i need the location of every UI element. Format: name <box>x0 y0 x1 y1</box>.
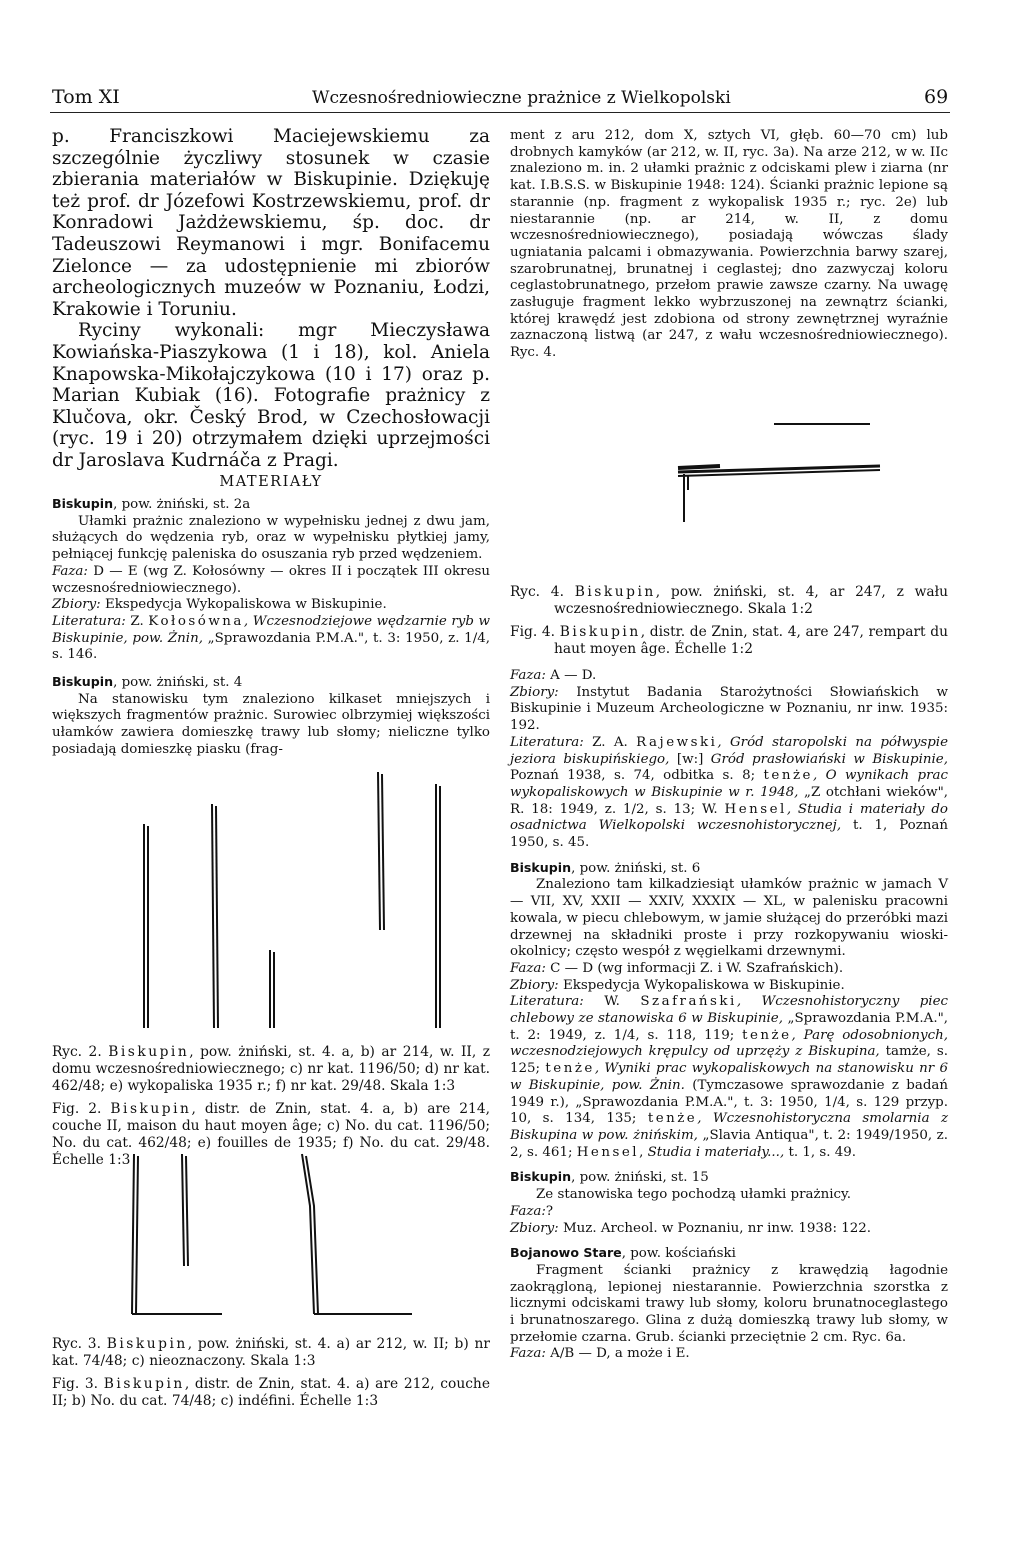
entry-faza: Faza: A — D. <box>510 668 597 683</box>
entry-zbiory: Zbiory: Ekspedycja Wykopaliskowa w Biskupinie. <box>52 597 387 613</box>
entry-place: Biskupin <box>52 674 114 690</box>
entry-place: Biskupin <box>510 1169 572 1185</box>
entry-literatura: Literatura: W. Szafrański, Wczesnohistoryczny piec chlebowy ze stanowiska 6 w Biskupinie, „Sprawozdania P.M.A.", t. 2: 1949, z. 1/4, s. 118, 119; tenże, Parę odosobnionych, wczesnodziejowych krępulcy od uprzęży z Biskupina, tamże, s. 125; tenże, Wyniki prac wykopaliskowych na stanowisku nr 6 w Biskupinie, pow. Żnin. (Tymczasowe sprawozdanie z badań 1949 r.), „Sprawozdania P.M.A.", t. 3: 1950, 1/4, s. 129 przyp. 10, s. 134, 135; tenże, Wczesnohistoryczna smolarnia z Biskupina w pow. żnińskim, „Slavia Antiqua", t. 2: 1949/1950, z. 2, s. 461; Hensel, Studia i materiały..., t. 1, s. 49. <box>510 994 949 1160</box>
entry-place: Bojanowo Stare <box>510 1245 622 1261</box>
caption-french: Fig. 3. Biskupin, distr. de Znin, stat. 4. a) are 212, couche II; b) No. du cat. 74/48; c) indéfini. Échelle 1:3 <box>52 1376 490 1409</box>
intro-paragraph-2: Ryciny wykonali: mgr Mieczysława Kowiańska-Piaszykowa (1 i 18), kol. Aniela Knapowska-Mikołajczykowa (10 i 17) oraz p. Marian Kubiak (16). Fotografie prażnicy z Klučova, okr. Český Brod, w Czechosłowacji (ryc. 19 i 20) otrzymałem dzięki uprzejmości dr Jaroslava Kudrnáča z Pragi. <box>52 320 490 471</box>
running-title: Wczesnośredniowieczne prażnice z Wielkopolski <box>312 88 731 108</box>
pottery-fragment <box>378 772 384 930</box>
entry-zbiory: Zbiory: Instytut Badania Starożytności Słowiańskich w Biskupinie i Muzeum Archeologiczne w Poznaniu, nr inw. 1935: 192. <box>510 684 948 734</box>
pottery-fragment <box>302 1154 412 1314</box>
entry-literatura: Literatura: Z. Kołosówna, Wczesnodziejowe wędzarnie ryb w Biskupinie, pow. Żnin, „Sprawozdania P.M.A.", t. 3: 1950, z. 1/4, s. 146. <box>52 613 491 663</box>
entry-location: , pow. żniński, st. 15 <box>571 1170 709 1186</box>
entry-description: Na stanowisku tym znaleziono kilkaset mniejszych i większych fragmentów prażnic. Surowiec olbrzymiej większości ułamków zawiera domieszkę trawy lub słomy; nieliczne tylko posiadają domieszkę piasku (frag- <box>52 691 490 757</box>
pottery-fragment <box>436 784 440 1028</box>
entry-description: Ze stanowiska tego pochodzą ułamki prażnicy. <box>536 1187 852 1203</box>
entry-faza: Faza: C — D (wg informacji Z. i W. Szafrańskich). <box>510 960 844 976</box>
pottery-fragment <box>212 804 218 1028</box>
pottery-fragment <box>132 1154 222 1314</box>
entry-location: , pow. żniński, st. 6 <box>571 860 701 876</box>
volume-label: Tom XI <box>52 86 120 108</box>
figure-2-drawing <box>52 770 492 1040</box>
page-number: 69 <box>924 86 949 108</box>
entry-zbiory: Zbiory: Ekspedycja Wykopaliskowa w Biskupinie. <box>510 977 845 993</box>
entry-faza: Faza: D — E (wg Z. Kołosówny — okres II i początek III okresu wczesnośredniowiecznego). <box>52 563 490 596</box>
entry-zbiory: Zbiory: Muz. Archeol. w Poznaniu, nr inw. 1938: 122. <box>510 1220 872 1236</box>
entry-place: Biskupin <box>52 496 114 511</box>
right-entries <box>510 668 948 1363</box>
entry-location: , pow. żniński, st. 2a <box>113 497 251 512</box>
entry-faza: Faza:? <box>510 1203 554 1219</box>
caption-polish: Ryc. 2. Biskupin, pow. żniński, st. 4. a, b) ar 214, w. II, z domu wczesnośredniowiecznego; c) nr kat. 1196/50; d) nr kat. 462/48; e) wykopaliska 1935 r.; f) nr kat. 29/48. Skala 1:3 <box>52 1044 490 1094</box>
entry-heading <box>510 1169 948 1187</box>
entry-literatura: Literatura: Z. A. Rajewski, Gród staropolski na półwyspie jeziora biskupińskiego, [w:] Gród prasłowiański w Biskupinie, Poznań 1938, s. 74, odbitka s. 8; tenże, O wynikach prac wykopaliskowych w Biskupinie w r. 1948, „Z otchłani wieków", R. 18: 1949, z. 1/2, s. 13; W. Hensel, Studia i materiały do osadnictwa Wielkopolski wczesnohistorycznej, t. 1, Poznań 1950, s. 45. <box>510 734 949 851</box>
pottery-fragment <box>182 1154 188 1266</box>
caption-french: Fig. 2. Biskupin, distr. de Znin, stat. 4. a, b) are 214, couche II, maison du haut moyen âge; c) No. du cat. 1196/50; No. du cat. 462/48; e) fouilles de 1935; f) No. du cat. 29/48. Échelle 1:3 <box>52 1101 490 1168</box>
pottery-fragment <box>270 950 274 1028</box>
caption-polish: Ryc. 3. Biskupin, pow. żniński, st. 4. a) ar 212, w. II; b) nr kat. 74/48; c) nieoznaczony. Skala 1:3 <box>52 1336 491 1369</box>
entry-heading <box>52 674 490 692</box>
entry-location: , pow. kościański <box>621 1246 736 1262</box>
figure-4-drawing <box>670 398 900 538</box>
entry-description: Fragment ścianki prażnicy z krawędzią łagodnie zaokrągloną, lepionej niestarannie. Powierzchnia szorstka z licznymi odciskami trawy lub słomy, koloru brunatnoceglastego i brunatnoszarego. Glina z dużą domieszką trawy lub słomy, w przełomie czarna. Grub. ścianki przeciętnie 2 cm. Ryc. 6a. <box>510 1262 948 1345</box>
continuation-paragraph: ment z aru 212, dom X, sztych VI, głęb. 60—70 cm) lub drobnych kamyków (ar 212, w. II, ryc. 3a). Na arze 212, w w. IIc znaleziono m. in. 2 ułamki prażnic z odciskami plew i ziarna (nr kat. I.B.S.S. w Biskupinie 1948: 124). Ścianki prażnic lepione są starannie (np. fragment z wykopalisk 1935 r.; ryc. 2e) lub niestarannie (np. ar 214, w. II, z domu wczesnośredniowiecznego), posiadają wówczas ślady ugniatania palcami i obmazywania. Powierzchnia barwy szarej, szarobrunatnej, brunatnej i ceglastej; dno zazwyczaj koloru ceglastobrunatnego, przełom prawie zawsze czarny. Na uwagę zasługuje fragment lekko wybrzuszonej na zewnątrz ścianki, której krawędź jest zdobiona od strony zewnętrznej wyraźnie zaznaczoną listwą (ar 247, z wału wczesnośredniowiecznego). Ryc. 4. <box>510 128 948 361</box>
entry-description: Ułamki prażnic znaleziono w wypełnisku jednej z dwu jam, służących do wędzenia ryb, oraz w wypełnisku płytkiej jamy, pełniącej funkcję paleniska do osuszania ryb przed wędzeniem. <box>52 513 490 563</box>
entry-heading <box>52 496 490 514</box>
entry-faza: Faza: A/B — D, a może i E. <box>510 1346 690 1362</box>
section-heading-materialy: MATERIAŁY <box>219 474 323 490</box>
entry-place: Biskupin <box>510 859 572 875</box>
figure-4-caption <box>510 584 948 658</box>
entry-heading <box>510 860 948 878</box>
caption-polish: Ryc. 4. Biskupin, pow. żniński, st. 4, ar 247, z wału wczesnośredniowiecznego. Skala 1:2 <box>510 584 948 617</box>
pottery-rim-fragment <box>678 424 880 522</box>
entry-description: Znaleziono tam kilkadziesiąt ułamków prażnic w jamach V — VII, XV, XXII — XXIV, XXXIX — XL, w palenisku pracowni kowala, w piecu chlebowym, w jamie służącej do przeróbki mazi drzewnej na składniki proste i przy rozkopywaniu wioski-okolnicy; często wespół z węgielkami drzewnymi. <box>510 877 948 960</box>
entry-heading <box>510 1245 948 1263</box>
right-continuation <box>510 128 948 362</box>
figure-3-caption <box>52 1336 490 1410</box>
figure-3-drawing <box>52 1146 492 1326</box>
pottery-fragment <box>144 824 148 1028</box>
header-rule <box>50 112 950 113</box>
caption-french: Fig. 4. Biskupin, distr. de Znin, stat. 4, are 247, rempart du haut moyen âge. Échelle 1:2 <box>510 624 948 657</box>
entry-location: , pow. żniński, st. 4 <box>113 675 243 691</box>
intro-paragraph-1: p. Franciszkowi Maciejewskiemu za szczególnie życzliwy stosunek w czasie zbierania materiałów w Biskupinie. Dziękuję też prof. dr Józefowi Kostrzewskiemu, prof. dr Konradowi Jażdżewskiemu, śp. doc. dr Tadeuszowi Reymanowi i mgr. Bonifacemu Zielonce — za udostępnienie mi zbiorów archeologicznych muzeów w Poznaniu, Łodzi, Krakowie i Toruniu. <box>52 126 490 320</box>
left-entries <box>52 496 490 759</box>
left-intro <box>52 126 490 472</box>
